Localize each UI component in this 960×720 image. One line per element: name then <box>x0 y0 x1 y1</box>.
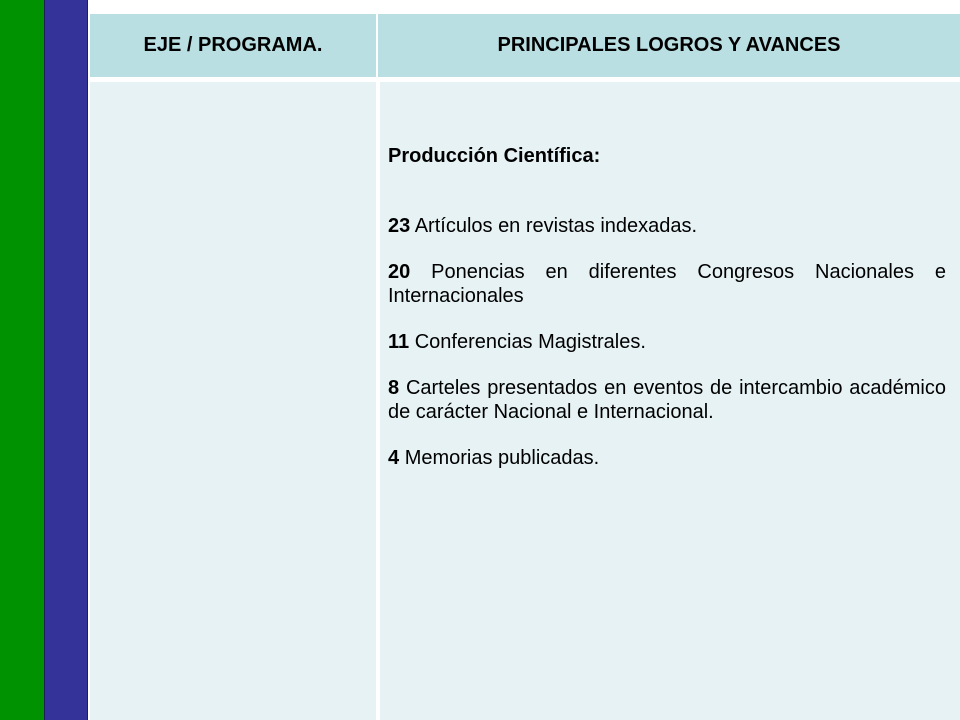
header-program-label: EJE / PROGRAMA. <box>143 34 323 56</box>
header-cell-achievements <box>378 14 960 80</box>
blue-side-bar <box>44 0 88 720</box>
achievement-item <box>388 330 946 354</box>
achievement-item <box>388 260 946 308</box>
achievements-content <box>388 144 946 492</box>
achievement-count: 11 <box>388 331 410 353</box>
header-achievements-label: PRINCIPALES LOGROS Y AVANCES <box>497 34 841 56</box>
achievement-text: Ponencias en diferentes Congresos Nacionales e Internacionales <box>388 261 947 307</box>
achievement-count: 4 <box>388 447 400 469</box>
achievement-item <box>388 214 946 238</box>
achievement-count: 8 <box>388 377 400 399</box>
achievement-text: Conferencias Magistrales. <box>414 331 646 353</box>
achievement-text: Carteles presentados en eventos de intercambio académico de carácter Nacional e Internacional. <box>388 377 946 423</box>
achievement-text: Memorias publicadas. <box>404 447 600 469</box>
achievements-table <box>90 14 960 720</box>
achievement-item <box>388 376 946 424</box>
section-title: Producción Científica: <box>388 145 601 167</box>
achievement-item <box>388 446 946 470</box>
achievement-count: 20 <box>388 261 411 283</box>
achievement-text: Artículos en revistas indexadas. <box>414 215 698 237</box>
header-cell-program <box>90 14 378 80</box>
body-cell-program <box>90 82 378 720</box>
achievement-count: 23 <box>388 215 411 237</box>
green-side-bar <box>0 0 44 720</box>
